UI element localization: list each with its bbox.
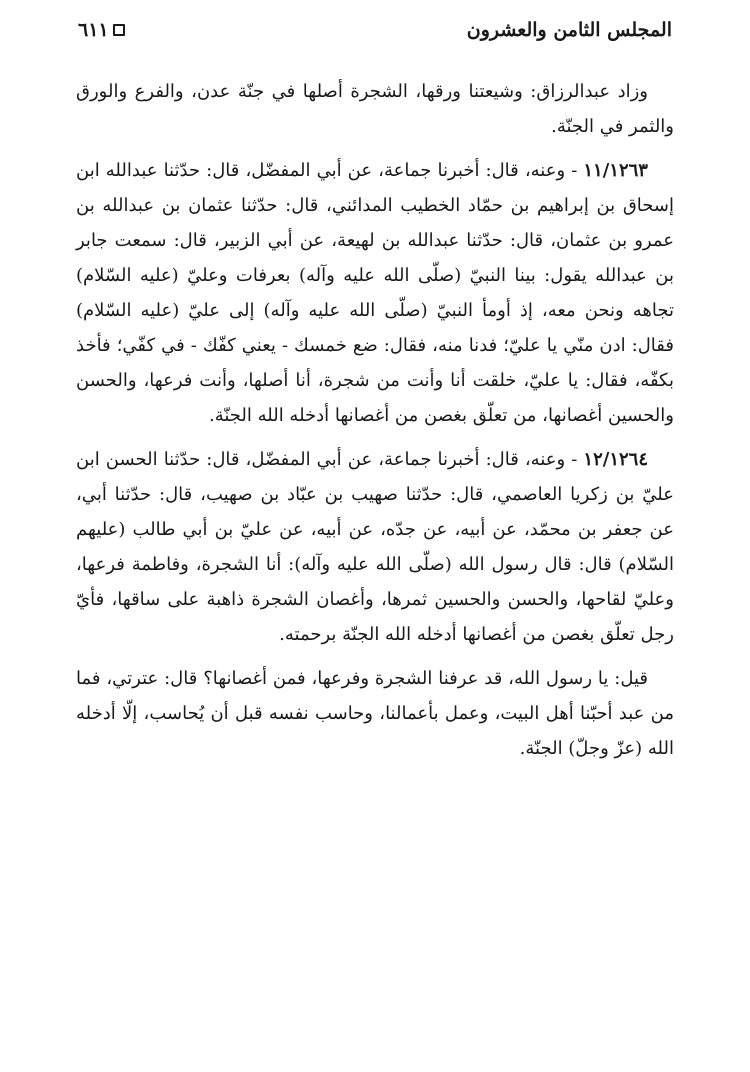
body-text: [76, 74, 674, 775]
paragraph-text: قيل: يا رسول الله، قد عرفنا الشجرة وفرعها، فمن أغصانها؟ قال: عترتي، فما من عبد أحبّنا أهل البيت، وعمل بأعمالنا، وحاسب نفسه قبل أن يُحاسب، إلّا أدخله الله (عزّ وجلّ) الجنّة.: [76, 668, 674, 759]
paragraph-text: - وعنه، قال: أخبرنا جماعة، عن أبي المفضّل، قال: حدّثنا عبدالله ابن إسحاق بن إبراهيم بن حمّاد الخطيب المدائني، قال: حدّثنا عثمان بن عبدالله بن عمرو بن عثمان، قال: حدّثنا عبدالله بن لهيعة، عن أبي الزبير، قال: سمعت جابر بن عبدالله يقول: بينا النبيّ (صلّى الله عليه وآله) بعرفات وعليّ (عليه السّلام) تجاهه ونحن معه، إذ أومأ النبيّ (صلّى الله عليه وآله) إلى عليّ (عليه السّلام) فقال: ادن منّي يا عليّ؛ فدنا منه، فقال: ضع خمسك - يعني كفّك - في كفّي؛ فأخذ بكفّه، فقال: يا عليّ، خلقت أنا وأنت من شجرة، أنا أصلها، وأنت فرعها، والحسن والحسين أغصانها، من تعلّق بغصن من أغصانها أدخله الله الجنّة.: [76, 160, 674, 426]
hadith-paragraph: [76, 442, 674, 652]
hadith-number: ١٢/١٢٦٤: [583, 449, 648, 470]
paragraph-text: وزاد عبدالرزاق: وشيعتنا ورقها، الشجرة أصلها في جنّة عدن، والفرع والورق والثمر في الجنّة.: [76, 81, 674, 137]
square-marker-icon: [113, 24, 125, 36]
hadith-number: ١١/١٢٦٣: [583, 160, 648, 181]
chapter-title: المجلس الثامن والعشرون: [466, 19, 672, 41]
paragraph-text: - وعنه، قال: أخبرنا جماعة، عن أبي المفضّل، قال: حدّثنا الحسن ابن عليّ بن زكريا العاصمي، قال: حدّثنا صهيب بن عبّاد بن صهيب، قال: حدّثنا أبي، عن جعفر بن محمّد، عن أبيه، عن جدّه، عن أبيه، عن عليّ بن أبي طالب (عليهم السّلام) قال: قال رسول الله (صلّى الله عليه وآله): أنا الشجرة، وفاطمة فرعها، وعليّ لقاحها، والحسن والحسين ثمرها، وأغصان الشجرة ذاهبة على ساقها، فأيّ رجل تعلّق بغصن من أغصانها أدخله الله الجنّة برحمته.: [76, 449, 674, 645]
page-number-value: ٦١١: [78, 19, 109, 41]
running-head: [78, 14, 672, 46]
paragraph: [76, 74, 674, 144]
page-number: [78, 19, 125, 41]
hadith-paragraph: [76, 153, 674, 433]
paragraph: [76, 661, 674, 766]
